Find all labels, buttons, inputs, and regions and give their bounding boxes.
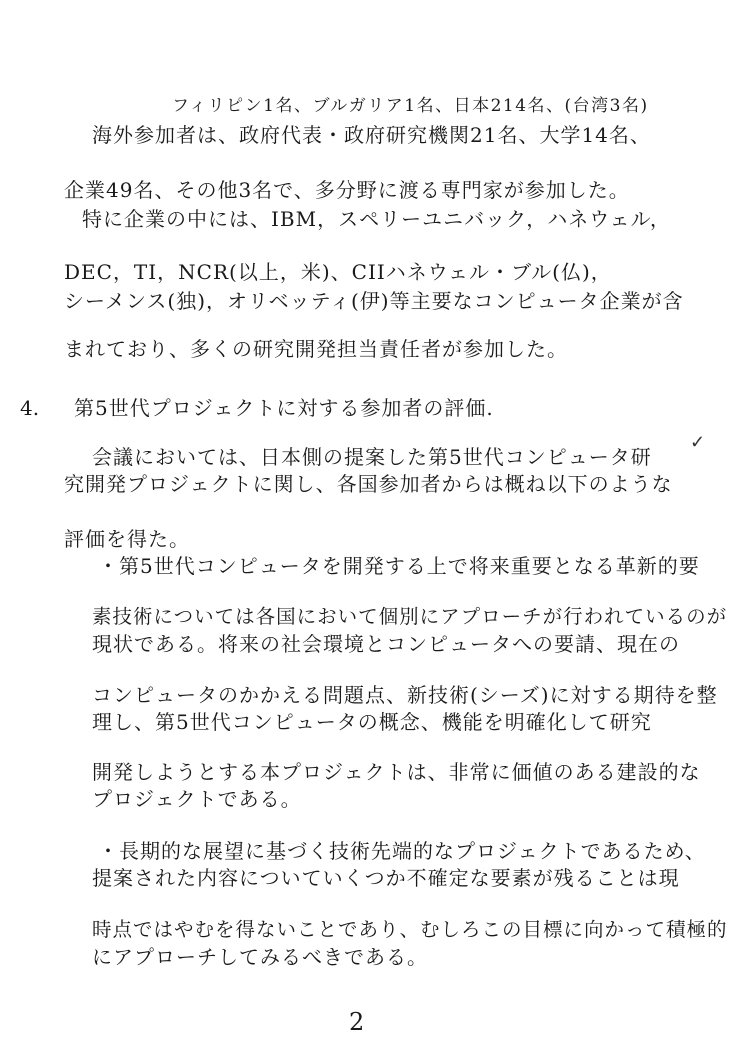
bullet-2-line-1: ・長期的な展望に基づく技術先端的なプロジェクトであるため、 (98, 839, 706, 863)
bullet-1-line-7: プロジェクトである。 (92, 787, 302, 811)
bullet-1-line-4: コンピュータのかかえる問題点、新技術(シーズ)に対する期待を整 (92, 683, 718, 707)
page-number: 2 (349, 1008, 365, 1036)
bullet-1-line-1: ・第5世代コンピュータを開発する上で将来重要となる革新的要 (98, 554, 700, 578)
bullet-1-line-2: 素技術については各国において個別にアプローチが行われているのが (92, 605, 728, 628)
text-line-5: DEC，TI，NCR(以上，米)、CIIハネウェル・ブル(仏)， (64, 260, 612, 284)
text-line-4: 特に企業の中には、IBM，スペリーユニバック，ハネウェル， (82, 207, 671, 231)
bullet-2-line-3: 時点ではやむを得ないことであり、むしろこの目標に向かって積極的 (92, 918, 728, 941)
section-heading: 第5世代プロジェクトに対する参加者の評価. (74, 396, 494, 420)
bullet-1-line-3: 現状である。将来の社会環境とコンピュータへの要請、現在の (92, 632, 680, 656)
bullet-2-line-4: にアプローチしてみるべきである。 (92, 945, 428, 969)
text-line-6: シーメンス(独)，オリベッティ(伊)等主要なコンピュータ企業が含 (64, 289, 684, 313)
bullet-2-line-2: 提案された内容についていくつか不確定な要素が残ることは現 (92, 866, 680, 890)
text-line-9: 会議においては、日本側の提案した第5世代コンピュータ研 (92, 445, 652, 469)
text-line-2: 海外参加者は、政府代表・政府研究機関21名、大学14名、 (92, 123, 651, 147)
section-number: 4. (20, 396, 40, 420)
bullet-1-line-6: 開発しようとする本プロジェクトは、非常に価値のある建設的な (92, 760, 701, 784)
bullet-1-line-5: 理し、第5世代コンピュータの概念、機能を明確化して研究 (92, 710, 652, 734)
text-line-1: フィリピン1名、ブルガリア1名、日本214名、(台湾3名) (172, 96, 649, 116)
text-line-3: 企業49名、その他3名で、多分野に渡る専門家が参加した。 (64, 178, 630, 202)
text-line-7: まれており、多くの研究開発担当責任者が参加した。 (64, 337, 568, 361)
margin-check-mark: ✓ (690, 432, 706, 453)
text-line-11: 評価を得た。 (64, 527, 190, 551)
text-line-10: 究開発プロジェクトに関し、各国参加者からは概ね以下のような (64, 472, 673, 496)
